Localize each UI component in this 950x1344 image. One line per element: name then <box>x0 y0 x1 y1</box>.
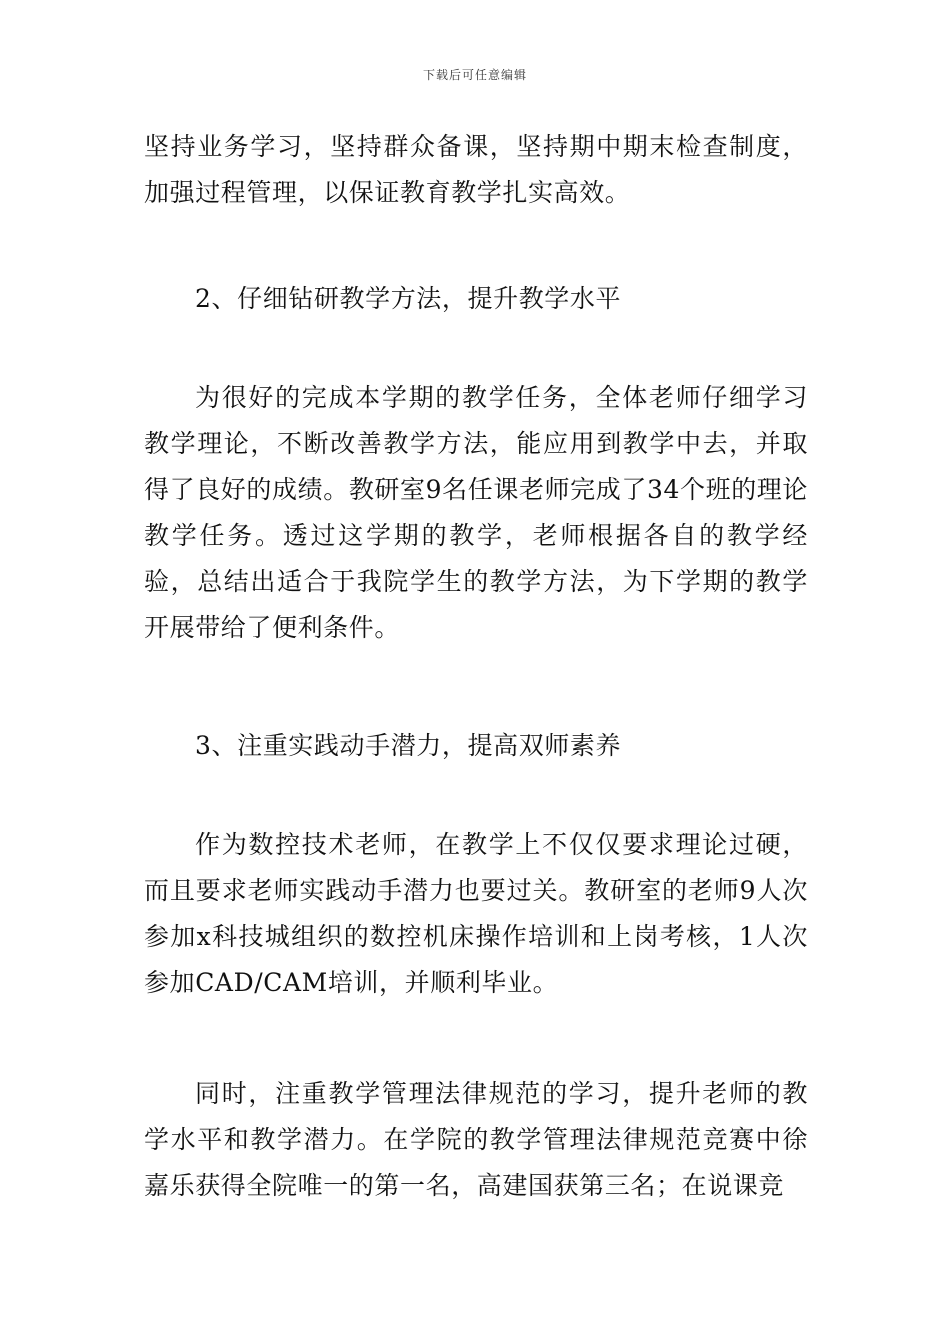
section-heading-2: 2、仔细钻研教学方法，提升教学水平 <box>195 284 622 313</box>
paragraph-2: 为很好的完成本学期的教学任务，全体老师仔细学习教学理论，不断改善教学方法，能应用到教学中去，并取得了良好的成绩。教研室9名任课老师完成了34个班的理论教学任务。透过这学期的教学，老师根据各自的教学经验，总结出适合于我院学生的教学方法，为下学期的教学开展带给了便利条件。 <box>144 383 808 642</box>
section-heading-3: 3、注重实践动手潜力，提高双师素养 <box>195 731 622 760</box>
paragraph-4: 同时，注重教学管理法律规范的学习，提升老师的教学水平和教学潜力。在学院的教学管理法律规范竞赛中徐嘉乐获得全院唯一的第一名，高建国获第三名；在说课竞 <box>144 1079 808 1200</box>
paragraph-1: 坚持业务学习，坚持群众备课，坚持期中期末检查制度，加强过程管理，以保证教育教学扎实高效。 <box>144 132 808 207</box>
paragraph-3: 作为数控技术老师，在教学上不仅仅要求理论过硬，而且要求老师实践动手潜力也要过关。教研室的老师9人次参加x科技城组织的数控机床操作培训和上岗考核，1人次参加CAD/CAM培训，并顺利毕业。 <box>144 830 808 997</box>
page-header: 下载后可任意编辑 <box>422 68 527 82</box>
